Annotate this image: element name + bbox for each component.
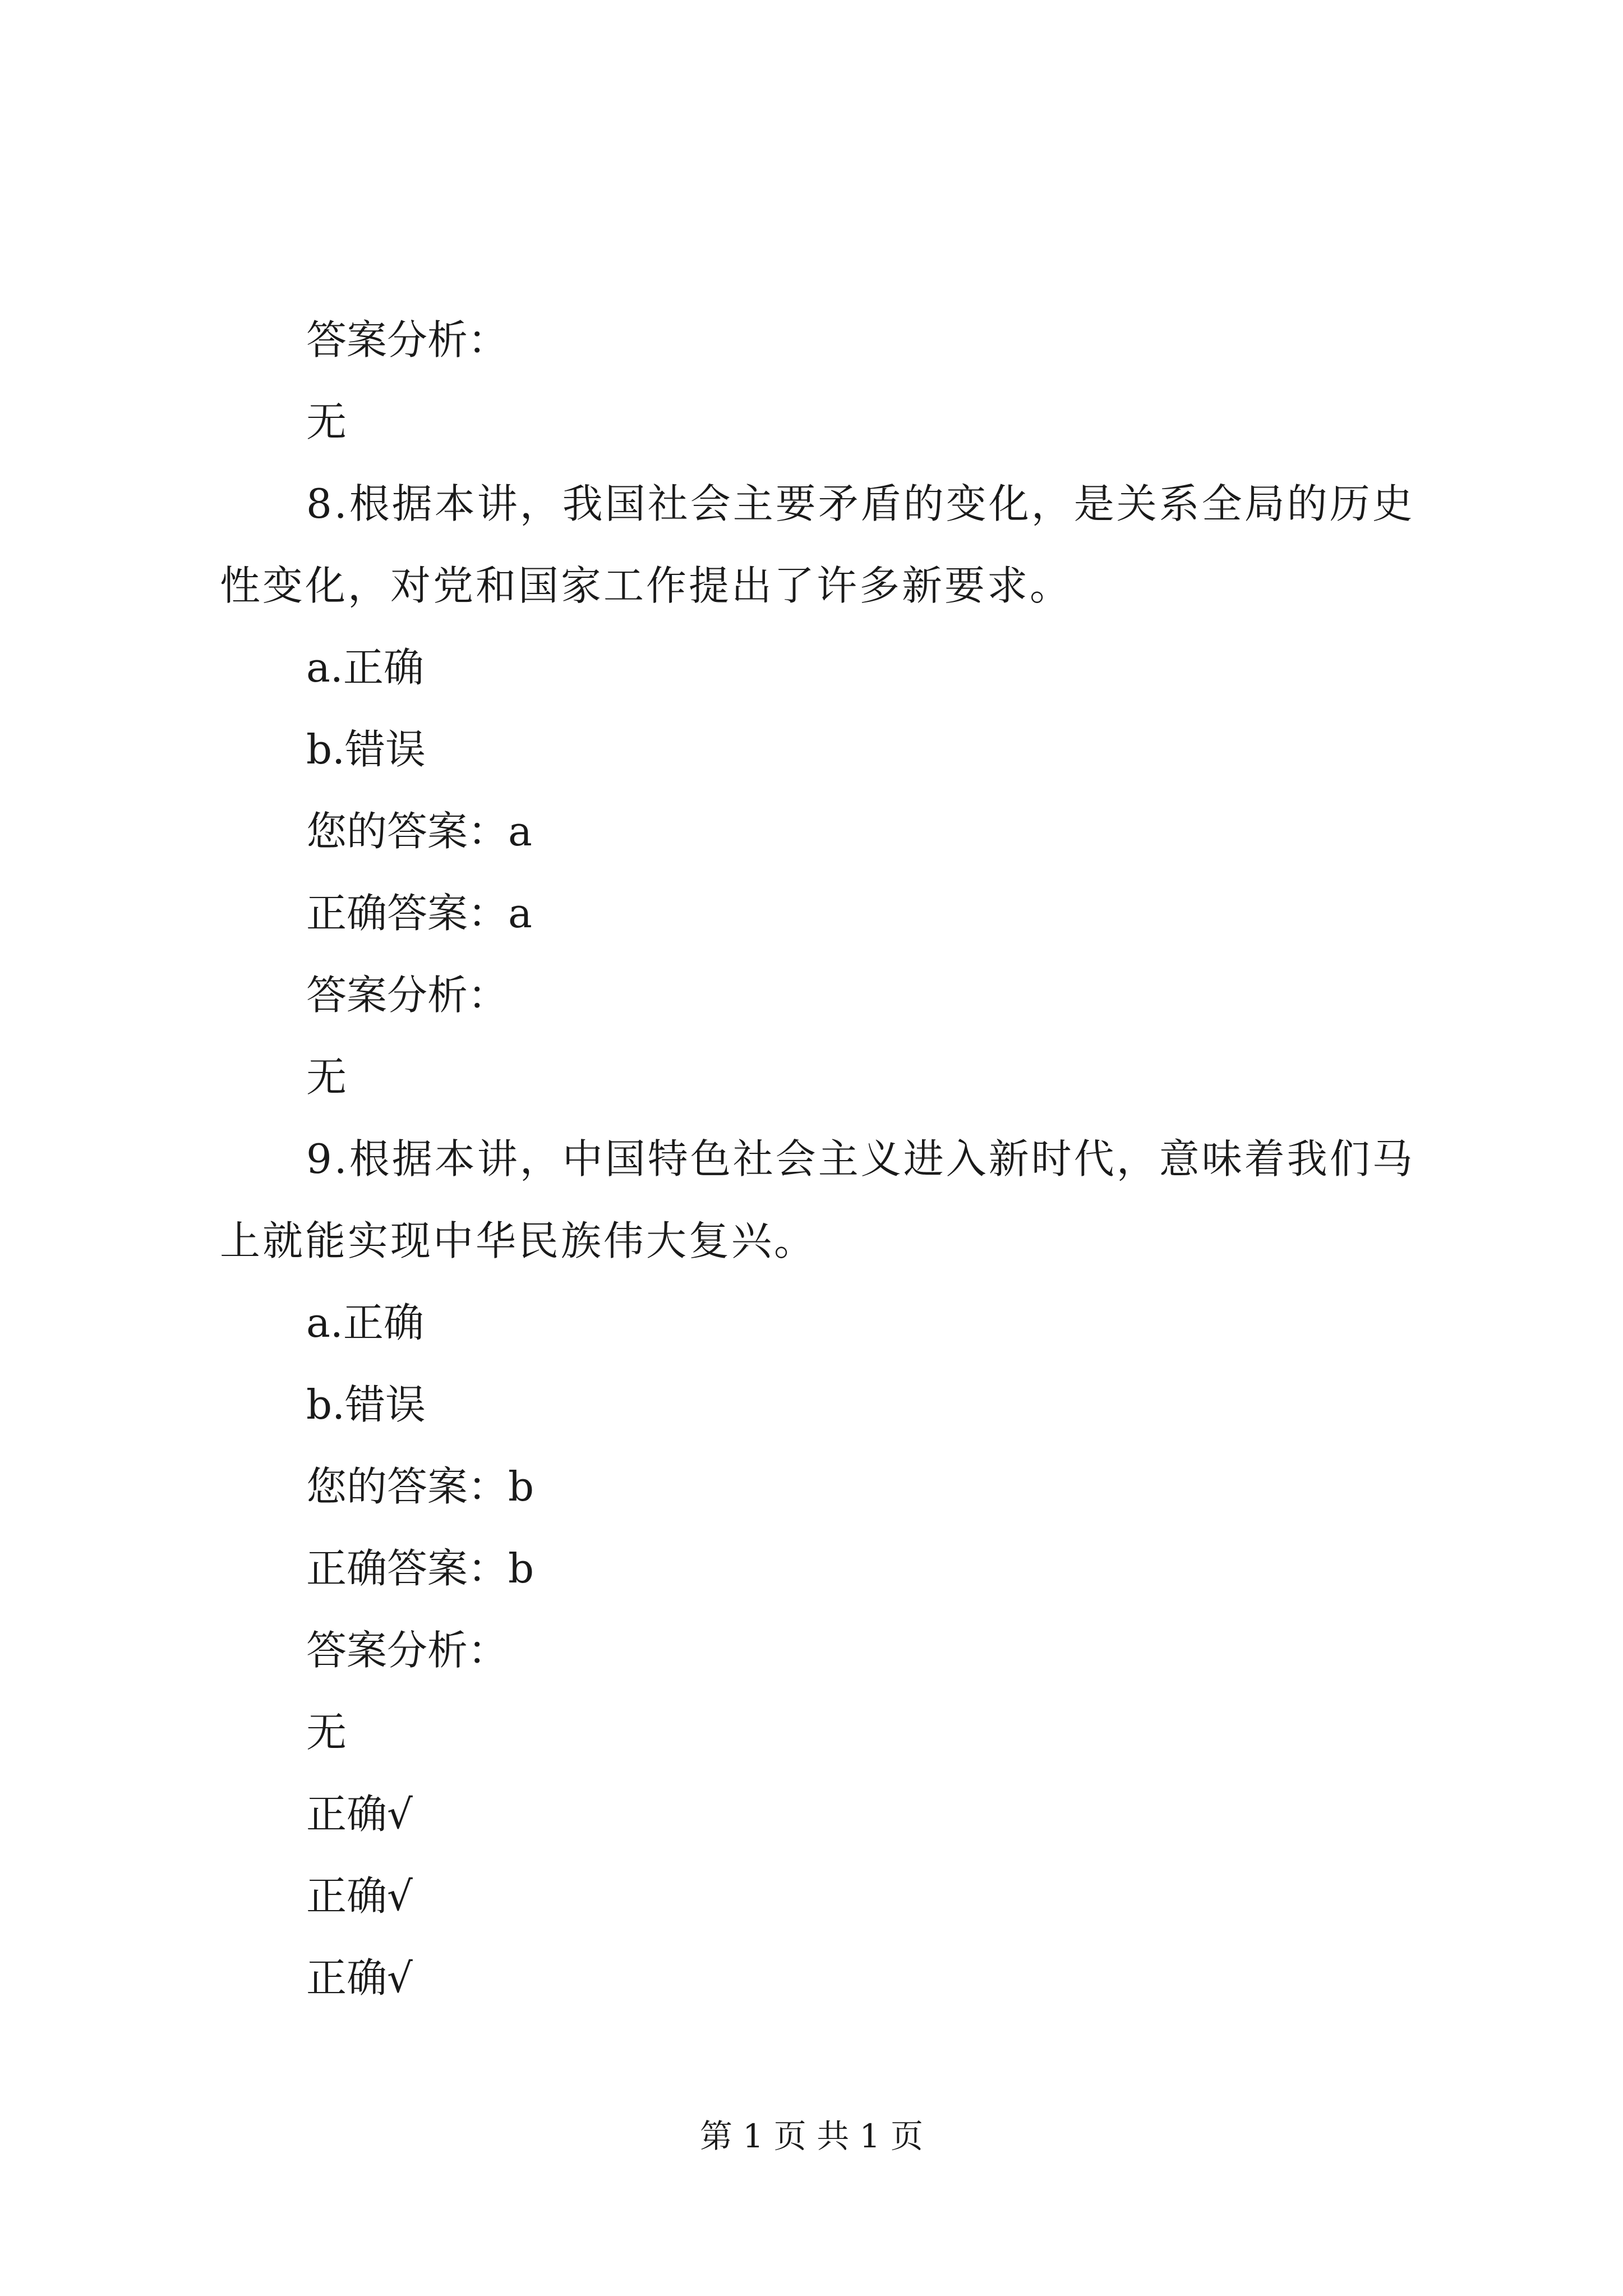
correct-mark-3: 正确√ bbox=[306, 1954, 413, 2001]
question-8-your-answer: 您的答案：a bbox=[306, 808, 532, 855]
question-8-option-a: a.正确 bbox=[306, 644, 424, 691]
question-8-option-b: b.错误 bbox=[306, 726, 426, 773]
question-9-option-b: b.错误 bbox=[306, 1381, 426, 1428]
question-9-option-a: a.正确 bbox=[306, 1299, 424, 1346]
correct-mark-1: 正确√ bbox=[306, 1791, 413, 1838]
question-8-analysis-label: 答案分析： bbox=[306, 972, 509, 1019]
page-footer: 第 1 页 共 1 页 bbox=[700, 2117, 923, 2155]
answer-analysis-label: 答案分析： bbox=[306, 316, 509, 364]
question-9-text: 9.根据本讲，中国特色社会主义进入新时代，意味着我们马上就能实现中华民族伟大复兴。 bbox=[220, 1135, 1415, 1264]
question-8-analysis-text: 无 bbox=[306, 1053, 347, 1101]
correct-mark-2: 正确√ bbox=[306, 1872, 413, 1920]
question-9-correct-answer: 正确答案：b bbox=[306, 1545, 534, 1592]
question-8-correct-answer: 正确答案：a bbox=[306, 890, 532, 937]
document-body bbox=[220, 299, 1426, 2019]
question-9-analysis-label: 答案分析： bbox=[306, 1627, 509, 1674]
question-9-analysis-text: 无 bbox=[306, 1709, 347, 1756]
question-9-your-answer: 您的答案：b bbox=[306, 1463, 534, 1510]
answer-analysis-text: 无 bbox=[306, 398, 347, 445]
question-8-text: 8.根据本讲，我国社会主要矛盾的变化，是关系全局的历史性变化，对党和国家工作提出了许多新要求。 bbox=[220, 480, 1415, 609]
